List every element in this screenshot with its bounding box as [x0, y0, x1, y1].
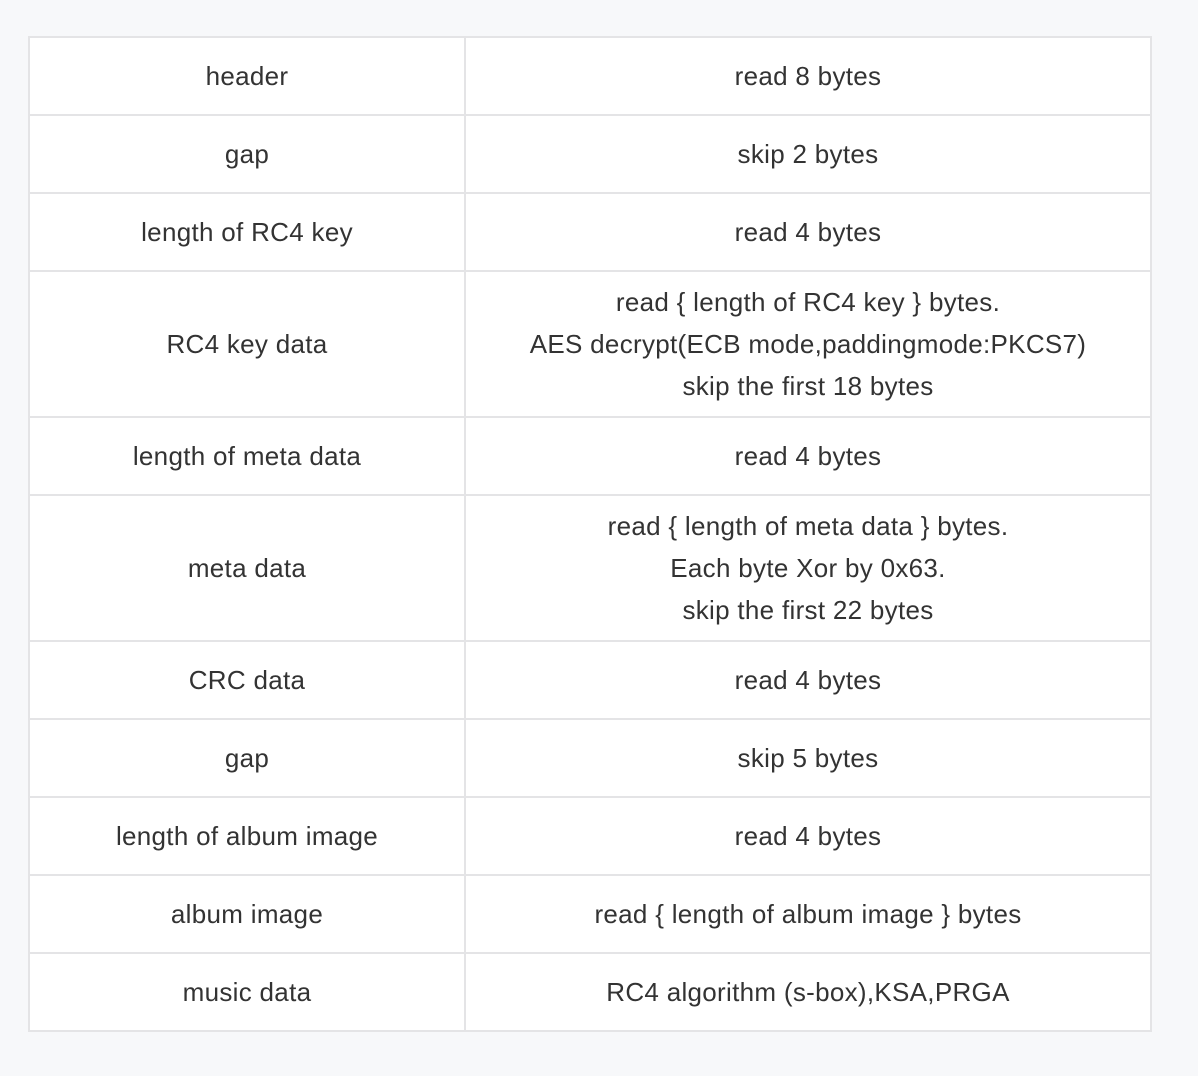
table-row	[29, 719, 1151, 797]
field-cell	[29, 875, 465, 953]
field-label: length of album image	[115, 821, 379, 851]
table-row	[29, 797, 1151, 875]
action-line: read 4 bytes	[734, 821, 882, 851]
field-label: music data	[182, 977, 312, 1007]
field-label: meta data	[187, 553, 307, 583]
table-body	[29, 37, 1151, 1031]
action-line: read 4 bytes	[734, 441, 882, 471]
action-line: read 4 bytes	[734, 217, 882, 247]
action-cell	[465, 719, 1151, 797]
file-format-table-container	[28, 36, 1150, 1032]
field-label: length of RC4 key	[141, 217, 353, 247]
action-line: read { length of album image } bytes	[594, 899, 1022, 929]
action-cell	[465, 875, 1151, 953]
field-cell	[29, 953, 465, 1031]
field-cell	[29, 115, 465, 193]
field-label: gap	[224, 139, 270, 169]
field-label: RC4 key data	[166, 329, 328, 359]
field-label: album image	[170, 899, 324, 929]
field-label: length of meta data	[132, 441, 362, 471]
table-row	[29, 641, 1151, 719]
action-line: AES decrypt(ECB mode,paddingmode:PKCS7)	[529, 329, 1087, 359]
action-cell	[465, 495, 1151, 641]
field-cell	[29, 193, 465, 271]
action-line: read 8 bytes	[734, 61, 882, 91]
file-format-table	[28, 36, 1152, 1032]
action-line: read 4 bytes	[734, 665, 882, 695]
action-line: skip the first 18 bytes	[682, 371, 934, 401]
action-line: skip the first 22 bytes	[682, 595, 934, 625]
action-line: Each byte Xor by 0x63.	[670, 553, 946, 583]
table-row	[29, 953, 1151, 1031]
field-cell	[29, 797, 465, 875]
action-cell	[465, 271, 1151, 417]
action-cell	[465, 193, 1151, 271]
table-row	[29, 875, 1151, 953]
action-line: read { length of RC4 key } bytes.	[615, 287, 1001, 317]
field-label: header	[205, 61, 289, 91]
field-cell	[29, 37, 465, 115]
action-line: skip 2 bytes	[737, 139, 879, 169]
field-label: CRC data	[188, 665, 306, 695]
table-row	[29, 115, 1151, 193]
table-row	[29, 271, 1151, 417]
table-row	[29, 193, 1151, 271]
field-cell	[29, 719, 465, 797]
action-cell	[465, 953, 1151, 1031]
table-row	[29, 417, 1151, 495]
field-cell	[29, 641, 465, 719]
action-line: skip 5 bytes	[737, 743, 879, 773]
field-cell	[29, 271, 465, 417]
action-line: RC4 algorithm (s-box),KSA,PRGA	[606, 977, 1010, 1007]
action-cell	[465, 797, 1151, 875]
table-row	[29, 37, 1151, 115]
action-line: read { length of meta data } bytes.	[607, 511, 1009, 541]
action-cell	[465, 37, 1151, 115]
action-cell	[465, 641, 1151, 719]
field-label: gap	[224, 743, 270, 773]
field-cell	[29, 495, 465, 641]
field-cell	[29, 417, 465, 495]
table-row	[29, 495, 1151, 641]
action-cell	[465, 417, 1151, 495]
action-cell	[465, 115, 1151, 193]
